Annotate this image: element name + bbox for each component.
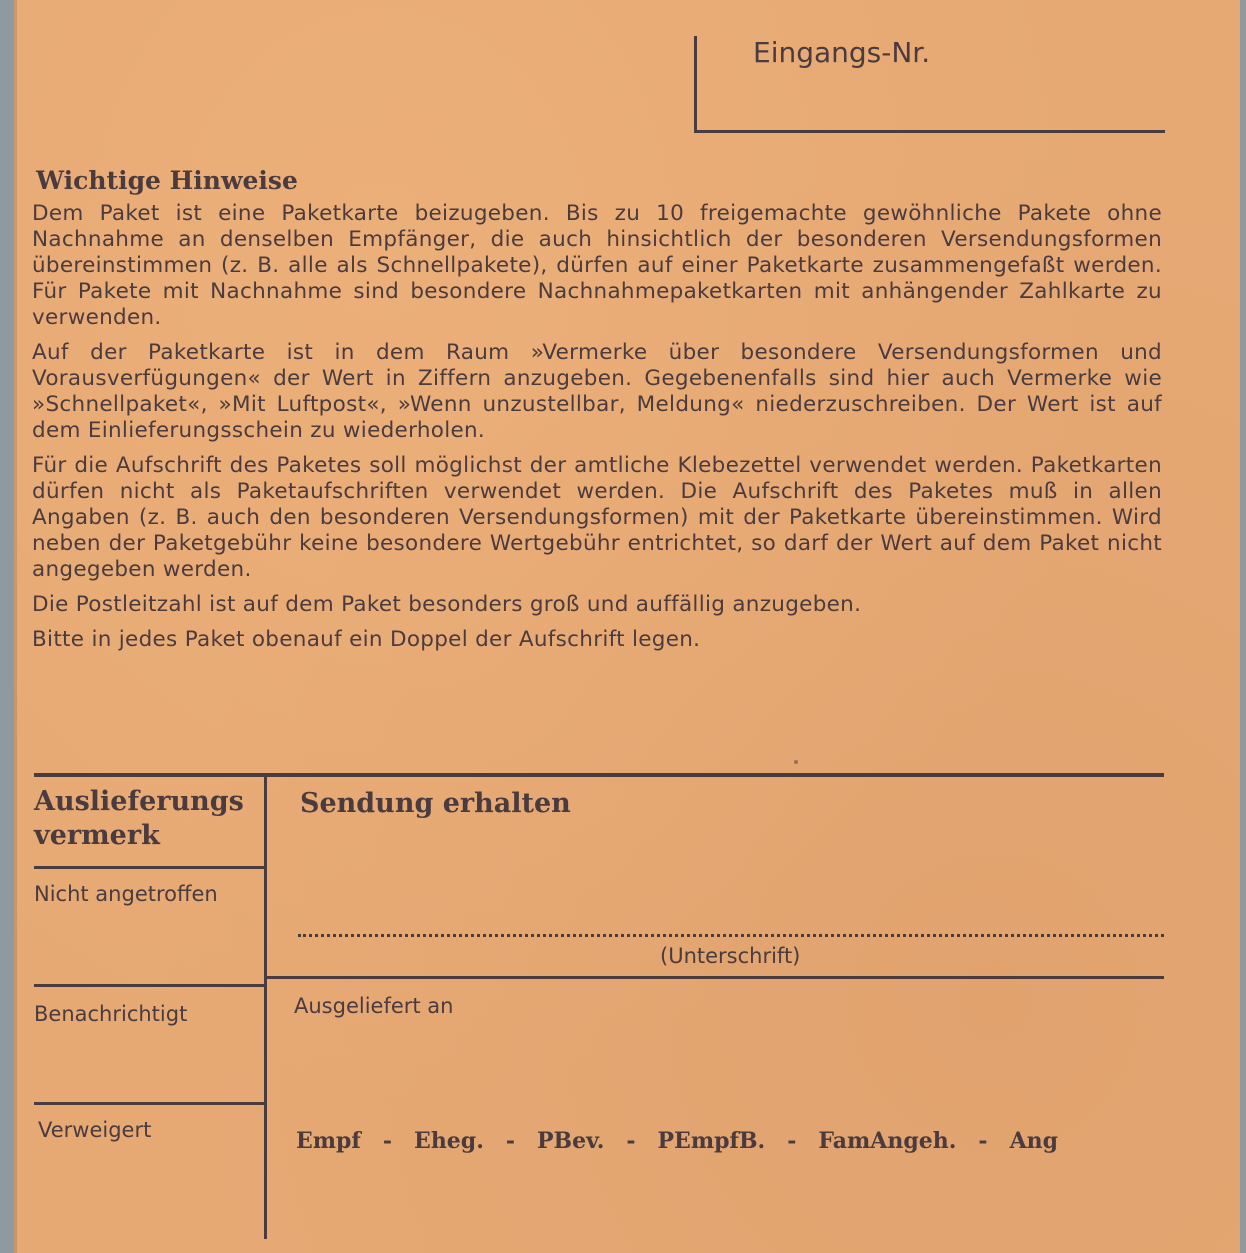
recipient-option: PEmpfB. (657, 1128, 766, 1154)
verweigert-label: Verweigert (38, 1118, 152, 1142)
recipient-separator: - (787, 1128, 797, 1154)
auslieferungsvermerk-title (34, 785, 244, 853)
eingangs-nr-label: Eingangs-Nr. (753, 36, 931, 69)
paketkarte-sheet (14, 0, 1240, 1253)
auslieferungsvermerk-line2: vermerk (34, 820, 160, 851)
table-column-divider (264, 777, 267, 1239)
recipient-options (296, 1128, 1058, 1154)
table-row-divider (34, 866, 264, 869)
sendung-erhalten-title: Sendung erhalten (300, 788, 571, 819)
hinweise-heading: Wichtige Hinweise (36, 166, 298, 195)
scan-edge (14, 0, 17, 1253)
auslieferungsvermerk-line1: Auslieferungs (34, 786, 244, 817)
table-row-divider (34, 1102, 264, 1105)
recipient-option: PBev. (537, 1128, 605, 1154)
nicht-angetroffen-label: Nicht angetroffen (34, 882, 218, 906)
note-paragraph: Für die Aufschrift des Paketes soll möglichst der amtliche Klebezettel verwendet werden. Paketkarten dürfen nicht als Paketaufschriften verwendet werden. Die Aufschrift des Paketes muß in allen Angaben (z. B. auch den besonderen Versendungsformen) mit der Paketkarte übereinstimmen. Wird neben der Paketgebühr keine besondere Wertgebühr entrichtet, so darf der Wert auf dem Paket nicht angegeben werden. (32, 453, 1162, 582)
recipient-separator: - (382, 1128, 393, 1154)
recipient-option: Empf (296, 1128, 361, 1154)
signature-label: (Unterschrift) (660, 944, 801, 968)
ausgeliefert-an-label: Ausgeliefert an (294, 994, 454, 1018)
note-paragraph: Dem Paket ist eine Paketkarte beizugeben. Bis zu 10 freigemachte gewöhnliche Pakete ohne Nachnahme an denselben Empfänger, die auch hinsichtlich der besonderen Versendungsformen übereinstimmen (z. B. alle als Schnellpakete), dürfen auf einer Paketkarte zusammengefaßt werden. Für Pakete mit Nachnahme sind besondere Nachnahmepaketkarten mit anhängender Zahlkarte zu verwenden. (32, 201, 1162, 330)
table-top-rule (34, 773, 1164, 777)
table-row-divider (267, 976, 1164, 979)
recipient-separator: - (978, 1128, 988, 1154)
eingangs-nr-box (694, 36, 1165, 133)
recipient-separator: - (626, 1128, 636, 1154)
note-paragraph: Auf der Paketkarte ist in dem Raum »Vermerke über besondere Versendungsformen und Vorausverfügungen« der Wert in Ziffern anzugeben. Gegebenenfalls sind hier auch Vermerke wie »Schnellpaket«, »Mit Luftpost«, »Wenn unzustellbar, Meldung« niederzuschreiben. Der Wert ist auf dem Einlieferungsschein zu wiederholen. (32, 340, 1162, 443)
recipient-option: FamAngeh. (818, 1128, 957, 1154)
table-row-divider (34, 984, 264, 987)
recipient-option: Ang (1009, 1128, 1059, 1154)
note-paragraph: Bitte in jedes Paket obenauf ein Doppel der Aufschrift legen. (32, 627, 701, 652)
recipient-separator: - (505, 1128, 515, 1154)
hinweise-notes (32, 201, 1162, 662)
benachrichtigt-label: Benachrichtigt (34, 1002, 188, 1026)
signature-line (298, 934, 1164, 937)
note-paragraph: Die Postleitzahl ist auf dem Paket besonders groß und auffällig anzugeben. (32, 592, 862, 617)
recipient-option: Eheg. (414, 1128, 484, 1154)
paper-speck (794, 760, 798, 764)
